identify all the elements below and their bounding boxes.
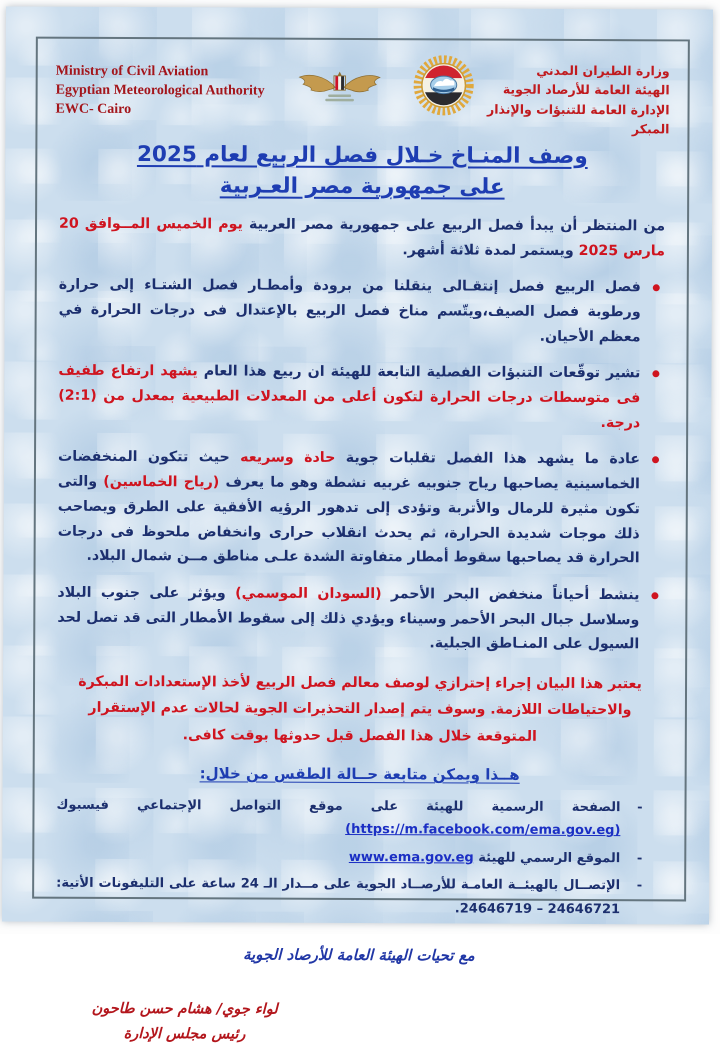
intro-text-2: ويستمر لمدة ثلاثة أشهر. bbox=[402, 241, 579, 259]
document-body bbox=[51, 212, 669, 1049]
bullet-1-text: فصل الربيع فصل إنتقـالى ينقلنا من برودة وأمطـار فصل الشتـاء إلى حرارة ورطوبة فصل الصيف،ويتّسم مناخ فصل الربيع بالإعتدال فى درجات الحرارة في معظم الأحيان. bbox=[58, 276, 641, 345]
closing-greeting: مع تحيات الهيئة العامة للأرصاد الجوية bbox=[242, 945, 475, 965]
bullet-item-khamasin-winds bbox=[58, 445, 665, 571]
signatory-role: رئيس مجلس الإدارة bbox=[123, 1025, 246, 1043]
document-title bbox=[55, 138, 669, 203]
dash-icon: - bbox=[637, 800, 643, 816]
precautionary-notice: يعتبر هذا البيان إجراء إحترازي لوصف معالم فصل الربيع لأخذ الإستعدادات المبكرة والاحتياطات اللازمة. وسوف يتم إصدار التحذيرات الجوية لحالات عدم الإستقرار المتوقعة خلال هذا الفصل قبل حدوثها بوقت كافى. bbox=[78, 673, 642, 745]
authority-name-ar: الهيئة العامة للأرصاد الجوية bbox=[502, 82, 670, 98]
contact-item-phone bbox=[56, 872, 662, 921]
bullet-item-seasonal-forecast bbox=[58, 359, 664, 436]
website-link[interactable]: www.ema.gov.eg bbox=[348, 849, 474, 866]
follow-weather-heading: هــذا ويمكن متابعة حــالة الطقس من خلال: bbox=[199, 764, 520, 784]
bullet-icon bbox=[653, 285, 660, 292]
facebook-link[interactable]: (https://m.facebook.com/ema.gov.eg) bbox=[345, 822, 621, 839]
meteorological-authority-sun-icon bbox=[412, 54, 474, 116]
bullet-icon bbox=[652, 457, 659, 464]
dash-icon: - bbox=[636, 878, 643, 894]
civil-aviation-wings-icon bbox=[296, 62, 382, 120]
authority-name-en: Egyptian Meteorological Authority bbox=[55, 82, 265, 99]
bullet-icon bbox=[651, 592, 658, 599]
signatory-name: لواء جوي/ هشام حسن طاحون bbox=[91, 1000, 278, 1018]
bullet-3-highlight-2: (رياح الخماسين) bbox=[103, 474, 220, 491]
bullet-2-text: تشير توقّعات التنبؤات الفصلية التابعة للهيئة ان ربيع هذا العام bbox=[197, 363, 641, 382]
letterhead-arabic bbox=[474, 53, 669, 139]
bullet-2-highlight: يشهد ارتفاع طفيف فى متوسطات درجات الحرارة لتكون أعلى من المعدلات الطبيعية بمعدل من (2:1) درجة. bbox=[58, 363, 641, 431]
contact-channels-list bbox=[56, 794, 663, 922]
dash-icon: - bbox=[636, 850, 643, 867]
bullet-item-spring-transition bbox=[59, 273, 665, 350]
bullet-list bbox=[57, 273, 665, 657]
contact-item-facebook bbox=[56, 794, 662, 843]
document-paper bbox=[2, 6, 713, 1043]
bullet-3-text-1: عادة ما يشهد هذا الفصل تقلبات جوية bbox=[335, 450, 641, 468]
bullet-item-red-sea-low bbox=[57, 581, 663, 658]
ministry-name-en: Ministry of Civil Aviation bbox=[55, 63, 209, 80]
signature-block bbox=[69, 997, 299, 1047]
bullet-icon bbox=[652, 371, 659, 378]
department-name-ar: الإدارة العامة للتنبؤات والإنذار المبكر bbox=[487, 101, 670, 137]
bullet-4-text-1: ينشط أحياناً منخفض البحر الأحمر bbox=[381, 586, 640, 604]
letterhead bbox=[55, 51, 669, 139]
bullet-3-text-3: والتى تكون مثيرة للرمال والأتربة وتؤدى إلى تدهور الرؤيه الأفقية على الطرق ويصاحب ذلك موجات شديدة الحرارة، ثم يحدث انقلاب حرارى وانخفاض ملحوظ فى درجات الحرارة قد يصاحبها سقوط أمطار متفاوتة الشدة علـى مناطق مــن شمال البلاد. bbox=[57, 473, 640, 567]
letterhead-english bbox=[56, 51, 297, 121]
phone-label: الإتصــال بالهيئــة العامـة للأرصــاد الجوية على مــدار الـ 24 ساعة على التليفونات الأتية: bbox=[56, 875, 621, 894]
intro-date-highlight: يوم الخميس المــوافق 20 مارس 2025 bbox=[59, 215, 665, 259]
intro-paragraph bbox=[59, 212, 665, 264]
facebook-label: الصفحة الرسمية للهيئة على موقع التواصل الإجتماعي فيسبوك bbox=[56, 797, 621, 816]
document-border-frame bbox=[32, 37, 690, 1043]
letterhead-logos bbox=[296, 52, 474, 121]
bullet-3-text-2: حيث تتكون المنخفضات الخماسينية يصاحبها رياح جنوبيه غربيه نشطة وهو ما يعرف bbox=[57, 449, 640, 493]
title-line-2: على جمهورية مصر العـربية bbox=[219, 173, 505, 200]
bullet-4-text-2: ويؤثر على جنوب البلاد وسلاسل جبال البحر الأحمر وسيناء ويؤدي ذلك إلى سقوط الأمطار التى قد تصل لحد السيول على المنـاطق الجبلية. bbox=[57, 584, 640, 653]
intro-text-1: من المنتظر أن يبدأ فصل الربيع على جمهورية مصر العربية bbox=[242, 216, 666, 235]
title-line-1: وصف المنـاخ خـلال فصل الربيع لعام 2025 bbox=[136, 141, 588, 169]
bullet-4-highlight: (السودان الموسمي) bbox=[235, 585, 382, 603]
website-label: الموقع الرسمي للهيئة bbox=[473, 850, 621, 866]
ministry-name-ar: وزارة الطيران المدني bbox=[536, 62, 670, 79]
ewc-cairo-label: EWC- Cairo bbox=[55, 101, 132, 117]
bullet-3-highlight-1: حادة وسريعه bbox=[240, 449, 336, 467]
contact-item-website bbox=[56, 844, 662, 870]
phone-numbers: 24646721 – 24646719. bbox=[454, 900, 621, 917]
